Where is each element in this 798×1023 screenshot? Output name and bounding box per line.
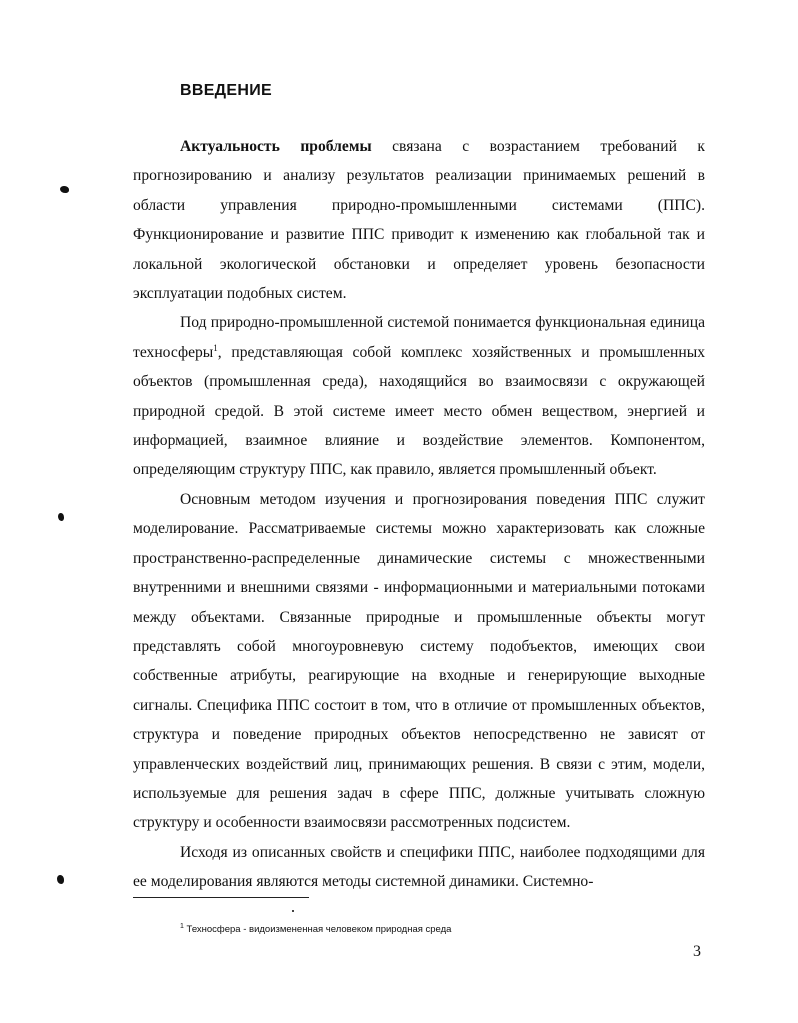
footnote-text: Техносфера - видоизмененная человеком природная среда	[183, 924, 452, 935]
section-heading: ВВЕДЕНИЕ	[180, 82, 272, 99]
binder-hole-mark	[60, 186, 69, 193]
paragraph-relevance	[133, 132, 705, 308]
paragraph-text: Под природно-промышленной системой понимается функциональная единица техносферы	[133, 314, 705, 361]
binder-hole-mark	[58, 513, 64, 521]
footnote-divider	[133, 897, 309, 898]
paragraph-definition	[133, 308, 705, 484]
page-number: 3	[693, 943, 701, 960]
paragraph-method	[133, 485, 705, 838]
footnote	[180, 924, 451, 935]
footnote-reference[interactable]: 1	[213, 342, 218, 353]
paragraph-text: , представляющая собой комплекс хозяйственных и промышленных объектов (промышленная среда), находящийся во взаимосвязи с окружающей природной средой. В этой системе имеет место обмен веществом, энергией и информацией, взаимное влияние и воздействие элементов. Компонентом, определяющим структуру ППС, как правило, является промышленный объект.	[133, 343, 705, 479]
binder-hole-mark	[57, 875, 64, 884]
body-text	[133, 132, 705, 897]
bold-lead: Актуальность проблемы	[180, 138, 372, 155]
paragraph-text: Исходя из описанных свойств и специфики ППС, наиболее подходящими для ее моделирования являются методы системной динамики. Системно-	[133, 843, 705, 891]
paragraph-system-dynamics	[133, 838, 705, 897]
paragraph-text: связана с возрастанием требований к прогнозированию и анализу результатов реализации принимаемых решений в области управления природно-промышленными системами (ППС). Функционирование и развитие ППС приводит к изменению как глобальной так и локальной экологической обстановки и определяет уровень безопасности эксплуатации подобных систем.	[133, 138, 705, 303]
paragraph-text: Основным методом изучения и прогнозирования поведения ППС служит моделирование. Рассматриваемые системы можно характеризовать как сложные пространственно-распределенные динамические системы с множественными внутренними и внешними связями - информационными и материальными потоками между объектами. Связанные природные и промышленные объекты могут представлять собой многоуровневую систему подобъектов, имеющих свои собственные атрибуты, реагирующие на входные и генерирующие выходные сигналы. Специфика ППС состоит в том, что в отличие от промышленных объектов, структура и поведение природных объектов непосредственно не зависят от управленческих воздействий лиц, принимающих решения. В связи с этим, модели, используемые для решения задач в сфере ППС, должные учитывать сложную структуру и особенности взаимосвязи рассмотренных подсистем.	[133, 490, 705, 832]
footnote-marker: 1	[180, 922, 184, 930]
scan-speck	[292, 910, 294, 912]
